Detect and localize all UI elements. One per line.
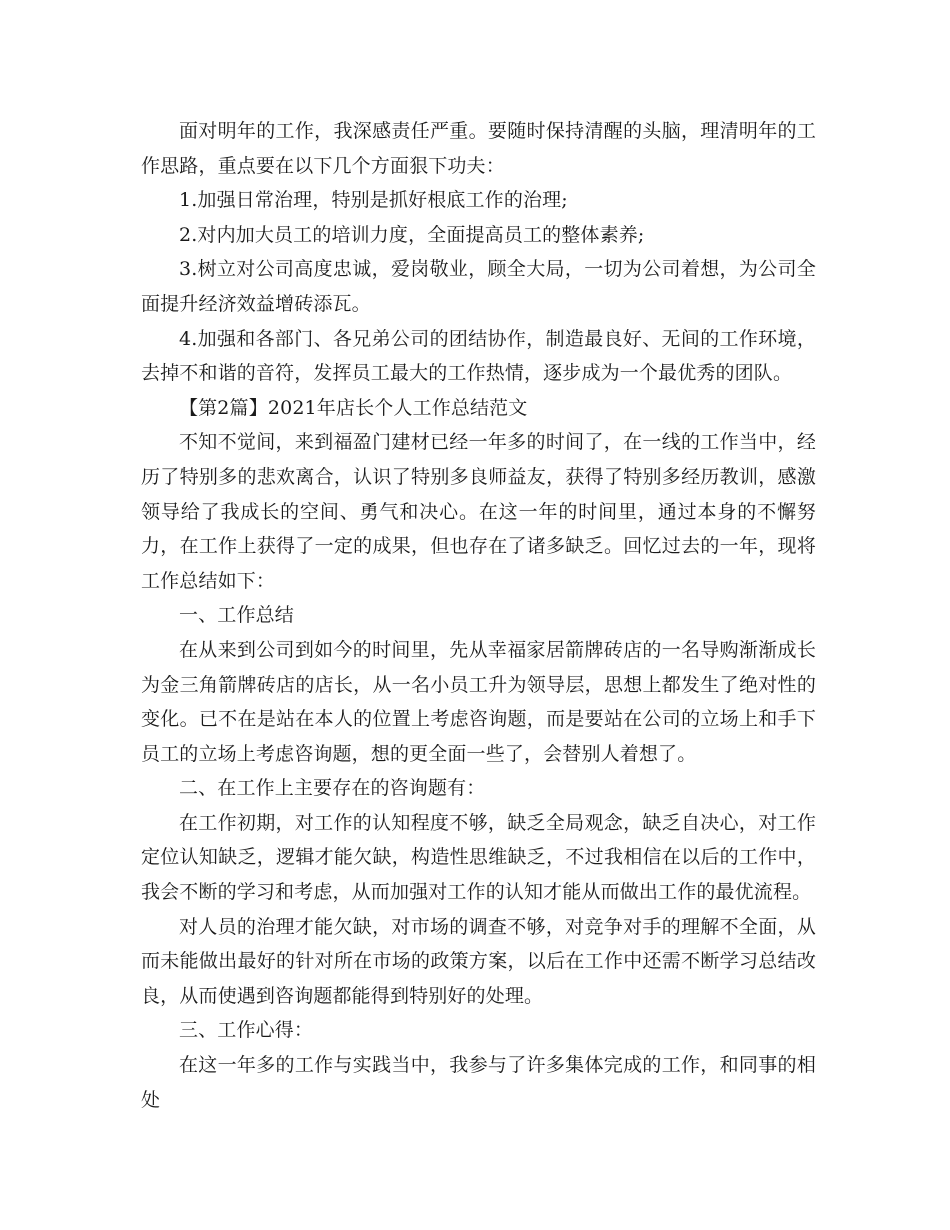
paragraph: 对人员的治理才能欠缺，对市场的调查不够，对竞争对手的理解不全面，从而未能做出最好的针对所在市场的政策方案，以后在工作中还需不断学习总结改良，从而使遇到咨询题都能得到特别好的处理。 (141, 915, 816, 1007)
document-body (141, 114, 816, 1117)
paragraph: 在工作初期，对工作的认知程度不够，缺乏全局观念，缺乏自决心，对工作定位认知缺乏，逻辑才能欠缺，构造性思维缺乏，不过我相信在以后的工作中，我会不断的学习和考虑，从而加强对工作的认知才能从而做出工作的最优流程。 (141, 811, 816, 904)
list-item: 3.树立对公司高度忠诚，爱岗敬业，顾全大局，一切为公司着想，为公司全面提升经济效益增砖添瓦。 (141, 258, 816, 315)
section-heading: 三、工作心得： (179, 1019, 314, 1042)
paragraph: 在这一年多的工作与实践当中，我参与了许多集体完成的工作，和同事的相处 (141, 1054, 816, 1111)
paragraph: 面对明年的工作，我深感责任严重。要随时保持清醒的头脑，理清明年的工作思路，重点要在以下几个方面狠下功夫： (141, 120, 816, 177)
list-item: 1.加强日常治理，特别是抓好根底工作的治理; (179, 189, 568, 212)
section-heading: 二、在工作上主要存在的咨询题有： (179, 777, 486, 800)
list-item: 2.对内加大员工的培训力度，全面提高员工的整体素养; (179, 223, 645, 246)
paragraph: 在从来到公司到如今的时间里，先从幸福家居箭牌砖店的一名导购渐渐成长为金三角箭牌砖店的店长，从一名小员工升为领导层，思想上都发生了绝对性的变化。已不在是站在本人的位置上考虑咨询题，而是要站在公司的立场上和手下员工的立场上考虑咨询题，想的更全面一些了，会替别人着想了。 (141, 638, 816, 765)
section-title: 【第2篇】2021年店长个人工作总结范文 (179, 396, 528, 419)
paragraph: 不知不觉间，来到福盈门建材已经一年多的时间了，在一线的工作当中，经历了特别多的悲欢离合，认识了特别多良师益友，获得了特别多经历教训，感激领导给了我成长的空间、勇气和决心。在这一年的时间里，通过本身的不懈努力，在工作上获得了一定的成果，但也存在了诸多缺乏。回忆过去的一年，现将工作总结如下： (141, 431, 816, 592)
list-item: 4.加强和各部门、各兄弟公司的团结协作，制造最良好、无间的工作环境，去掉不和谐的音符，发挥员工最大的工作热情，逐步成为一个最优秀的团队。 (141, 327, 816, 385)
section-heading: 一、工作总结 (179, 604, 294, 627)
